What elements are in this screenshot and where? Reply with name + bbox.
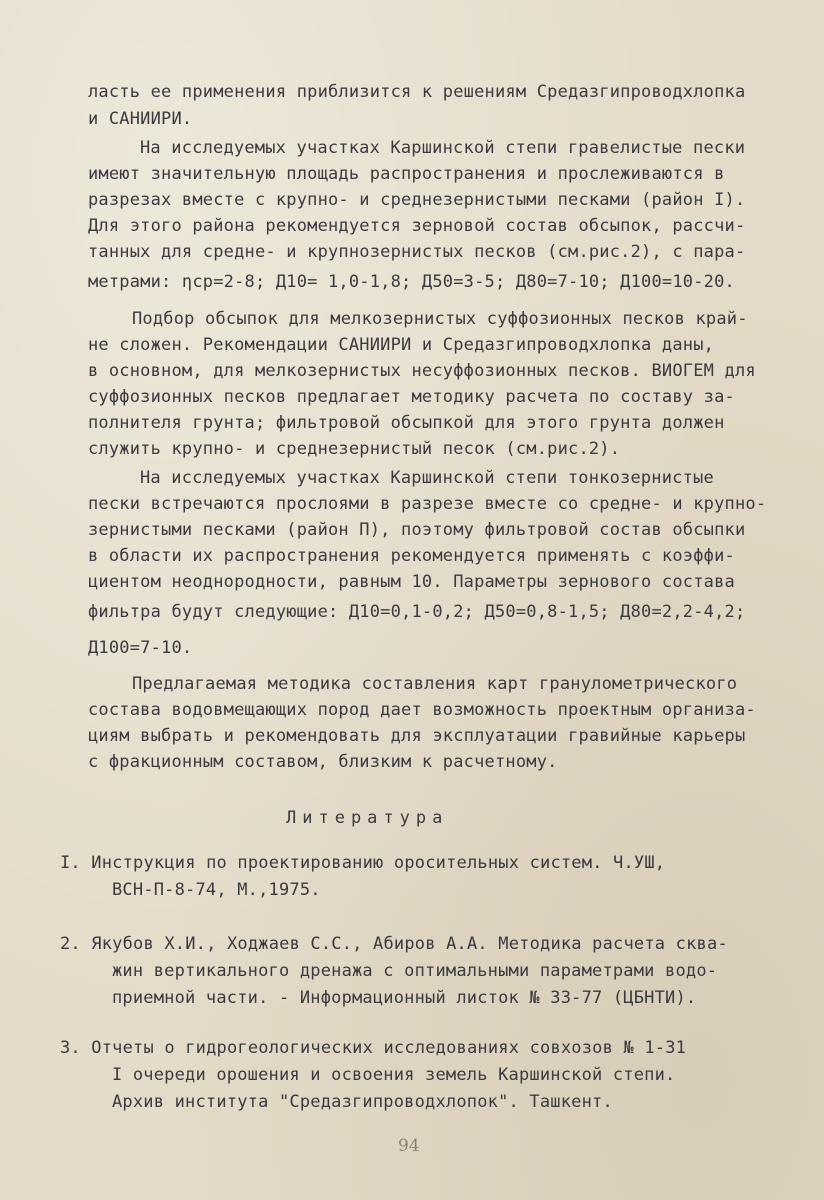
reference-line: I. Инструкция по проектированию оросительных систем. Ч.УШ,: [60, 853, 666, 873]
reference-line: 2. Якубов Х.И., Ходжаев С.С., Абиров А.А. Методика расчета сква-: [60, 934, 728, 954]
body-text-line: танных для средне- и крупнозернистых песков (см.рис.2), с пара-: [88, 242, 746, 262]
reference-line: 3. Отчеты о гидрогеологических исследованиях совхозов № 1-31: [60, 1038, 687, 1058]
reference-line: ВСН-П-8-74, М.,1975.: [112, 880, 321, 900]
body-text-line: метрами: ηср=2-8; Д10= 1,0-1,8; Д50=3-5; Д80=7-10; Д100=10-20.: [88, 272, 735, 292]
body-text-line: На исследуемых участках Каршинской степи тонкозернистые: [140, 468, 714, 488]
body-text-line: фильтра будут следующие: Д10=0,1-0,2; Д50=0,8-1,5; Д80=2,2-4,2;: [88, 602, 746, 622]
body-text-line: На исследуемых участках Каршинской степи гравелистые пески: [140, 138, 746, 158]
body-text-line: в основном, для мелкозернистых несуффозионных песков. ВИОГЕМ для: [88, 361, 756, 381]
body-text-line: циентом неоднородности, равным 10. Параметры зернового состава: [88, 572, 735, 592]
body-text-line: с фракционным составом, близким к расчетному.: [88, 752, 558, 772]
body-text-line: Д100=7-10.: [88, 638, 193, 658]
body-text-line: полнителя грунта; фильтровой обсыпкой для этого грунта должен: [88, 413, 725, 433]
body-text-line: циям выбрать и рекомендовать для эксплуатации гравийные карьеры: [88, 726, 746, 746]
page-number: 94: [398, 1136, 420, 1156]
reference-line: приемной части. - Информационный листок № 33-77 (ЦБНТИ).: [112, 988, 697, 1008]
reference-line: I очереди орошения и освоения земель Каршинской степи.: [112, 1065, 676, 1085]
body-text-line: Предлагаемая методика составления карт гранулометрического: [132, 674, 738, 694]
references-heading: Литература: [286, 808, 449, 828]
body-text-line: суффозионных песков предлагает методику расчета по составу за-: [88, 387, 735, 407]
body-text-line: Для этого района рекомендуется зерновой состав обсыпок, рассчи-: [88, 216, 746, 236]
body-text-line: Подбор обсыпок для мелкозернистых суффозионных песков край-: [132, 309, 748, 329]
reference-line: жин вертикального дренажа с оптимальными параметрами водо-: [112, 961, 718, 981]
reference-line: Архив института "Средазгипроводхлопок". Ташкент.: [112, 1092, 613, 1112]
body-text-line: служить крупно- и среднезернистый песок (см.рис.2).: [88, 439, 621, 459]
body-text-line: разрезах вместе с крупно- и среднезернистыми песками (район I).: [88, 190, 746, 210]
body-text-line: зернистыми песками (район П), поэтому фильтровой состав обсыпки: [88, 520, 746, 540]
body-text-line: не сложен. Рекомендации САНИИРИ и Средазгипроводхлопка даны,: [88, 335, 715, 355]
body-text-line: ласть ее применения приблизится к решениям Средазгипроводхлопка: [88, 82, 746, 102]
body-text-line: состава водовмещающих пород дает возможность проектным организа-: [88, 700, 756, 720]
body-text-line: в области их распространения рекомендуется применять с коэффи-: [88, 546, 735, 566]
body-text-line: пески встречаются прослоями в разрезе вместе со средне- и крупно-: [88, 494, 767, 514]
body-text-line: и САНИИРИ.: [88, 109, 193, 129]
body-text-line: имеют значительную площадь распространения и прослеживаются в: [88, 164, 725, 184]
